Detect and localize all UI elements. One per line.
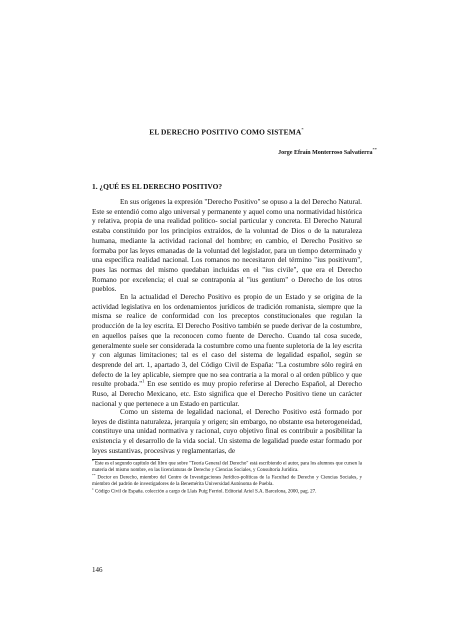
title-text: EL DERECHO POSITIVO COMO SISTEMA bbox=[149, 127, 302, 137]
footnote-3 bbox=[92, 486, 362, 496]
author-line bbox=[278, 147, 377, 156]
author-name: Jorge Efraín Monterroso Salvatierra bbox=[278, 150, 373, 156]
page-number: 146 bbox=[92, 566, 103, 574]
paragraph-2-main: En la actualidad el Derecho Positivo es propio de un Estado y se origina de la actividad legislativa en los ordenamientos jurídicos de tradición romanista, siempre que la misma se realice de conformidad con los preceptos constitucionales que regulan la producción de la ley escrita. El Derecho Positivo también se puede derivar de la costumbre, en aquellos países que la reconocen como fuente de Derecho. Cuando tal cosa sucede, generalmente suele ser considerada la costumbre como una fuente supletoria de la ley escrita y con algunas limitaciones; tal es el caso del sistema de legalidad español, según se desprende del art. 1, apartado 3, del Código Civil de España: "La costumbre sólo regirá en defecto de la ley aplicable, siempre que no sea contraria a la moral o al orden público y que resulte probada." bbox=[92, 293, 362, 389]
paragraph-3: Como un sistema de legalidad nacional, el Derecho Positivo está formado por leyes de distinta naturaleza, jerarquía y origen; sin embargo, no obstante esa heterogeneidad, constituye una unidad normativa y racional, cuyo objetivo final es contribuir a posibilitar la existencia y el desarrollo de la vida social. Un sistema de legalidad puede estar formado por leyes sustantivas, procesivas y reglamentarias, de bbox=[92, 408, 362, 455]
footnote-3-text: Código Civil de España. colección a cargo de Llais Puig Ferriol. Editorial Ariel S.A. Barcelona, 2000, pag. 27. bbox=[95, 489, 317, 495]
paragraph-2-tail: En ese sentido es muy propio referirse al Derecho Español, al Derecho Ruso, al Derecho Mexicano, etc. Esto significa que el Derecho Positivo tiene un carácter nacional y que pertenece a un Estado en particular. bbox=[92, 380, 363, 408]
section-heading: 1. ¿QUÉ ES EL DERECHO POSITIVO? bbox=[92, 182, 223, 191]
footnotes bbox=[92, 461, 362, 496]
footnote-1-text: Este es el segundo capítulo del libro que sobre "Teoría General del Derecho" está escribiendo el autor, para los alumnos que cursen la materia del mismo nombre, en las licenciaturas de Derecho y Ciencias Sociales, y Consultoría Jurídica. bbox=[92, 461, 362, 474]
footnote-2-text: Doctor en Derecho, miembro del Centro de Investigaciones Jurídico-políticas de la Facultad de Derecho y Ciencias Sociales, y miembro del padrón de investigadores de la Benemérita Universidad Autónoma de Puebla. bbox=[92, 475, 363, 488]
document-title bbox=[0, 127, 453, 136]
paragraph-1: En sus orígenes la expresión "Derecho Positivo" se opuso a la del Derecho Natural. Este se entendió como algo universal y permanente y aquel como una normatividad histórica y relativa, propia de una realidad político- social particular y concreta. El Derecho Natural estaba constituido por los principios extraídos, de la voluntad de Dios o de la naturaleza humana, mediante la actividad racional del hombre; en cambio, el Derecho Positivo se formaba por las leyes emanadas de la voluntad del legislador, para un tiempo determinado y una específica realidad nacional. Los romanos no necesitaron del término "ius positivum", pues las normas del mismo quedaban incluidas en el "ius civile", que era el Derecho Romano por excelencia; el cual se contraponía al "ius gentium" o Derecho de los otros pueblos. bbox=[92, 198, 362, 294]
footnote-1-mark: * bbox=[92, 459, 94, 463]
paragraph-2 bbox=[92, 293, 362, 409]
footnote-2 bbox=[92, 472, 363, 489]
footnote-2-mark: ** bbox=[92, 472, 96, 477]
footnote-1 bbox=[92, 461, 362, 475]
footnote-divider bbox=[92, 459, 160, 460]
title-footnote-mark: * bbox=[301, 127, 304, 132]
footnote-3-mark: 1 bbox=[92, 486, 94, 491]
author-footnote-mark: ** bbox=[372, 147, 377, 152]
footnote-ref-1: 1 bbox=[142, 378, 145, 384]
